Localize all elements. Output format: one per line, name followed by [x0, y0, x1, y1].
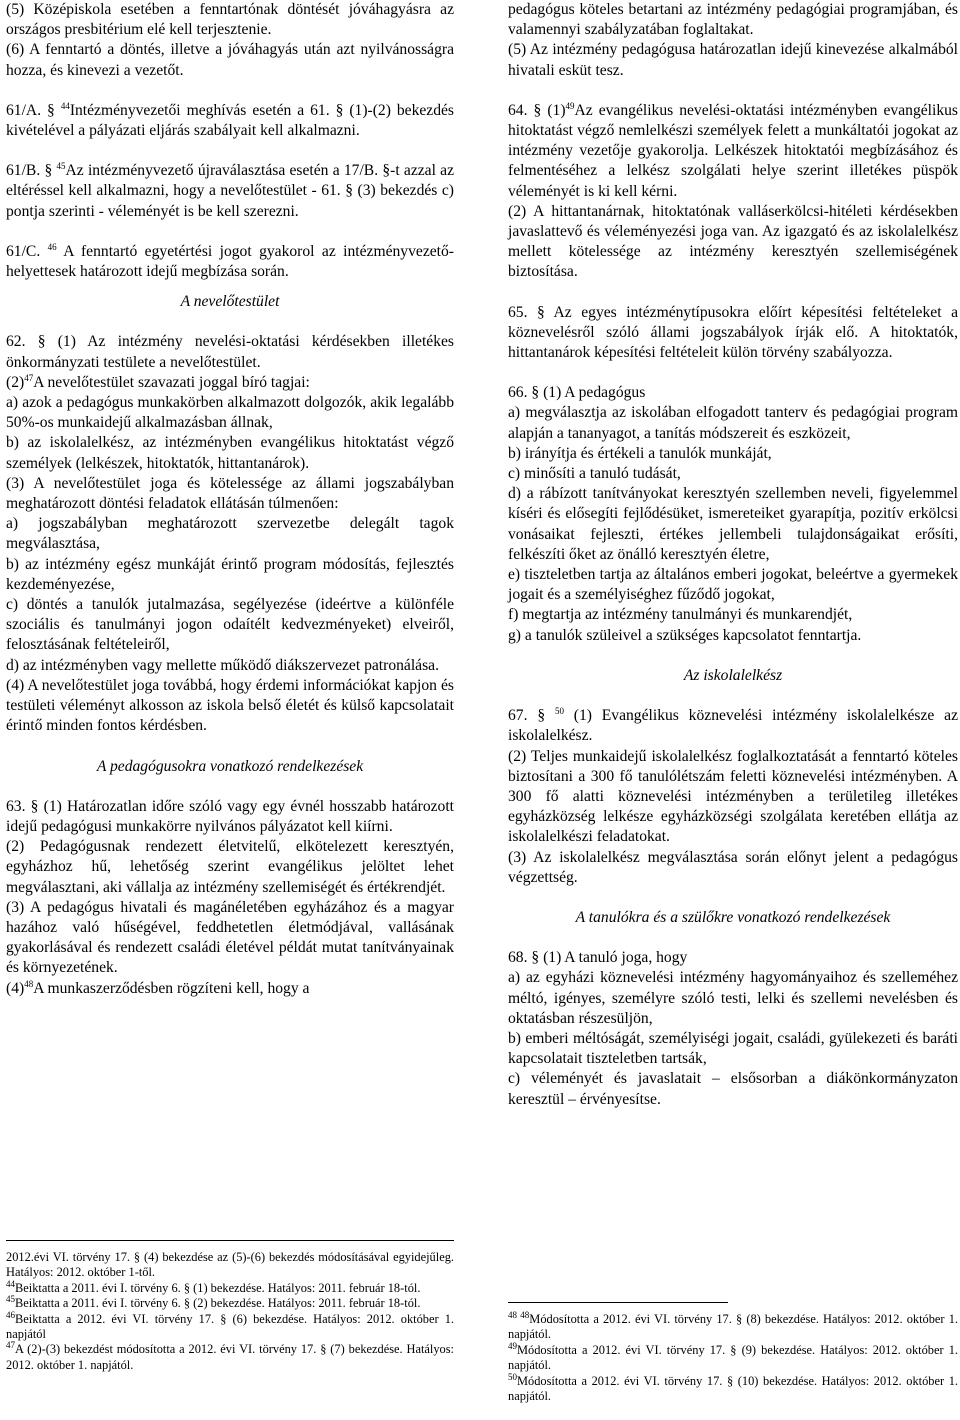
footnote-ref-49: 49 — [565, 100, 575, 111]
footnote-ref-48: 48 — [24, 978, 34, 989]
paragraph-63-4-cont: pedagógus köteles betartani az intézmény pedagógiai programjában, és valamennyi szabályzatában foglaltakat. — [508, 1, 958, 39]
footnote-47: $^{47}$A (2)-(3) bekezdést módosította a 2012. évi VI. törvény 17. § (7) bekezdése. Hatályos: 2012. október 1. napjától. — [6, 1340, 454, 1372]
section-62-2: $(2)^{47}A$ nevelőtestület szavazati joggal bíró tagjai: — [6, 372, 310, 391]
heading-nevelotestulet: A nevelőtestület — [180, 293, 280, 311]
list-item-62-3-a: a) jogszabályban meghatározott szervezetbe delegált tagok megválasztása, — [6, 515, 454, 553]
footnote-44: $^{44}$Beiktatta a 2011. évi I. törvény 6. § (1) bekezdése. Hatályos: 2011. február 18-tól. — [6, 1278, 421, 1295]
footnote-46: $^{46}$Beiktatta a 2012. évi VI. törvény 17. § (6) bekezdése. Hatályos: 2012. október 1. napjától — [6, 1309, 454, 1342]
footnote-divider-right — [508, 1302, 728, 1303]
footnote-ref-46: 46 — [47, 241, 57, 252]
section-65: 65. § Az egyes intézménytípusokra előírt képesítési feltételeket a köznevelésről szóló állami jogszabályok írják elő. A hitoktatók, hittantanárok képesítési feltételeit külön törvény szabályozza. — [508, 303, 958, 362]
footnote-50: $^{50}$Módosította a 2012. évi VI. törvény 17. § (10) bekezdése. Hatályos: 2012. október 1. napjától. — [508, 1371, 958, 1404]
list-item-66-e: e) tiszteletben tartja az általános emberi jogokat, beleértve a gyermekek jogait és a személyiséghez fűződő jogokat, — [508, 566, 958, 604]
left-column — [6, 0, 454, 999]
section-67-3: (3) Az iskolalelkész megválasztása során előnyt jelent a pedagógus végzettség. — [508, 848, 958, 886]
list-item-68-a: a) az egyházi köznevelési intézmény hagyományaihoz és szelleméhez méltó, igényes, személyre szóló testi, lelki és szellemi nevelésben és oktatásban részesüljön, — [508, 969, 958, 1027]
section-62-3: (3) A nevelőtestület joga és kötelessége az állami jogszabályban meghatározott döntési feladatok ellátásán túlmenően: — [6, 474, 454, 513]
list-item-66-d: d) a rábízott tanítványokat keresztyén szellemben neveli, figyelemmel kíséri és elősegíti fejlődésüket, ismereteiket gyarapítja, pozitív erkölcsi vonásaikat fejleszti, értékes jellembeli tulajdonságaikat erősíti, felkészíti őket az önálló keresztyén életre, — [508, 485, 958, 563]
section-64-2: (2) A hittantanárnak, hitoktatónak valláserkölcsi-hitéleti kérdésekben javaslattevő és véleményezési joga van. Az igazgató és az iskolalelkész mellett kötelessége az intézmény keresztyén szellemiségének biztosítása. — [508, 202, 958, 281]
section-61a: 61/A. § $^{44}$Intézményvezetői meghívás esetén a 61. § (1)-(2) bekezdés kivételével a pályázati eljárás szabályait kell alkalmazni. — [6, 100, 454, 140]
section-63-5: (5) Az intézmény pedagógusa határozatlan idejű kinevezése alkalmából hivatali esküt tesz. — [508, 41, 958, 79]
heading-iskolalelkesz: Az iskolalelkész — [683, 666, 783, 684]
section-63-1: 63. § (1) Határozatlan időre szóló vagy egy évnél hosszabb határozott idejű pedagógusi munkakörre nyilvános pályázatot kell kiírni. — [6, 797, 454, 835]
paragraph-60-5: (5) Középiskola esetében a fenntartónak döntését jóváhagyásra az országos presbitérium elé kell terjesztenie. — [6, 1, 454, 39]
section-64-1: 64. § $(1)^{49}Az$ evangélikus nevelési-oktatási intézményben evangélikus hitoktatást végző nemlelkészi személyek felett a munkáltatói jogokat az intézmény vezetője gyakorolja. Lelkészek hitoktatói megbízásához és felmentéséhez a lelkész szolgálati helye szerint illetékes püspök véleményét is ki kell kérni. — [508, 100, 958, 200]
list-item-68-b: b) emberi méltóságát, személyiségi jogait, családi, gyülekezeti és baráti kapcsolatait tiszteletben tartsák, — [508, 1029, 958, 1068]
right-column — [508, 0, 958, 1110]
section-61c: 61/C. $^{46}$ A fenntartó egyetértési jogot gyakorol az intézményvezető-helyettesek határozott idejű megbízása során. — [6, 241, 454, 281]
section-68-1: 68. § (1) A tanuló joga, hogy — [508, 949, 688, 967]
footnote-45: $^{45}$Beiktatta a 2011. évi I. törvény 6. § (2) bekezdése. Hatályos: 2011. február 18-tól. — [6, 1294, 421, 1311]
footnote-ref-44: 44 — [60, 100, 70, 111]
list-item-66-f: f) megtartja az intézmény tanulmányi és munkarendjét, — [508, 606, 853, 624]
footnote-48: $^{48 48}$Módosította a 2012. évi VI. törvény 17. § (8) bekezdése. Hatályos: 2012. október 1. napjától. — [508, 1309, 958, 1342]
section-66-1: 66. § (1) A pedagógus — [508, 384, 646, 402]
list-item-66-a: a) megválasztja az iskolában elfogadott tanterv és pedagógiai program alapján a tananyagot, a tanítás módszereit és eszközeit, — [508, 404, 958, 442]
section-67-2: (2) Teljes munkaidejű iskolalelkész foglalkoztatását a fenntartó köteles biztosítani a 300 fő tanulólétszám feletti köznevelési intézményben. A 300 fő alatti köznevelési intézményben a területileg illetékes egyházközség lelkésze egyházközségi szolgálata keretében ellátja az iskolalelkészi feladatokat. — [508, 747, 958, 846]
footnote-43: 2012.évi VI. törvény 17. § (4) bekezdése az (5)-(6) bekezdés módosításával egyidejűleg. Hatályos: 2012. október 1-től. — [6, 1250, 454, 1280]
section-62-1: 62. § (1) Az intézmény nevelési-oktatási kérdésekben illetékes önkormányzati testülete a nevelőtestület. — [6, 333, 454, 371]
footnote-ref-47: 47 — [24, 372, 34, 383]
section-67-1: 67. § $^{50}$ (1) Evangélikus köznevelési intézmény iskolalelkésze az iskolalelkész. — [508, 705, 958, 745]
footnote-divider-left — [6, 1240, 454, 1241]
section-61b: 61/B. § $^{45}$Az intézményvezető újraválasztása esetén a 17/B. §-t azzal az eltéréssel kell alkalmazni, hogy a nevelőtestület - 61. § (3) bekezdés c) pontja szerinti - véleményét is be kell szerezni. — [6, 161, 455, 220]
list-item-62-2-b: b) az iskolalelkész, az intézményben evangélikus hitoktatást végző személyek (lelkészek, hitoktatók, hittantanárok). — [6, 434, 454, 472]
footnote-ref-45: 45 — [56, 161, 66, 172]
list-item-68-c: c) véleményét és javaslatait – elsősorban a diákönkormányzaton keresztül – érvényesítse. — [508, 1070, 958, 1108]
list-item-66-c: c) minősíti a tanuló tudását, — [508, 465, 681, 483]
section-63-3: (3) A pedagógus hivatali és magánéletében egyházához és a magyar hazához való hűségével, feddhetetlen életmódjával, vallásának gyakorlásával és rendezett családi életével példát mutat tanítványainak és környezetének. — [6, 898, 454, 977]
footnotes-right — [508, 1309, 958, 1404]
list-item-62-3-d: d) az intézményben vagy mellette működő diákszervezet patronálása. — [6, 656, 439, 674]
section-63-2: (2) Pedagógusnak rendezett életvitelű, elkötelezett keresztyén, egyházhoz hű, lehetőség szerint evangélikus jelöltet lehet megválasztani, aki vállalja az intézmény szellemiségét és értékrendjét. — [6, 838, 454, 896]
list-item-66-g: g) a tanulók szüleivel a szükséges kapcsolatot fenntartja. — [508, 626, 862, 644]
list-item-66-b: b) irányítja és értékeli a tanulók munkáját, — [508, 444, 772, 462]
heading-pedagogusok: A pedagógusokra vonatkozó rendelkezések — [96, 757, 364, 775]
section-62-4: (4) A nevelőtestület joga továbbá, hogy érdemi információkat kapjon és testületi véleményt alkosson az iskola belső életét és külső kapcsolatait érintő minden fontos kérdésben. — [6, 676, 454, 735]
footnotes-left — [6, 1250, 454, 1373]
paragraph-60-6: (6) A fenntartó a döntés, illetve a jóváhagyás után azt nyilvánosságra hozza, és kinevezi a vezetőt. — [6, 41, 454, 79]
footnote-ref-50: 50 — [554, 705, 564, 716]
footnote-49: $^{49}$Módosította a 2012. évi VI. törvény 17. § (9) bekezdése. Hatályos: 2012. október 1. napjától. — [508, 1340, 958, 1373]
heading-tanulok-szulok: A tanulókra és a szülőkre vonatkozó rendelkezések — [575, 908, 891, 926]
list-item-62-3-c: c) döntés a tanulók jutalmazása, segélyezése (ideértve a különféle szociális és tanulmányi jogon odaítélt kedvezményeket) elveiről, felosztásának feltételeiről, — [6, 596, 454, 654]
section-63-4: $(4)^{48}A$ munkaszerződésben rögzíteni kell, hogy a — [6, 978, 310, 997]
list-item-62-3-b: b) az intézmény egész munkáját érintő program módosítás, fejlesztés kezdeményezése, — [6, 555, 454, 593]
list-item-62-2-a: a) azok a pedagógus munkakörben alkalmazott dolgozók, akik legalább 50%-os munkaidejű alkalmazásban állnak, — [6, 394, 454, 432]
